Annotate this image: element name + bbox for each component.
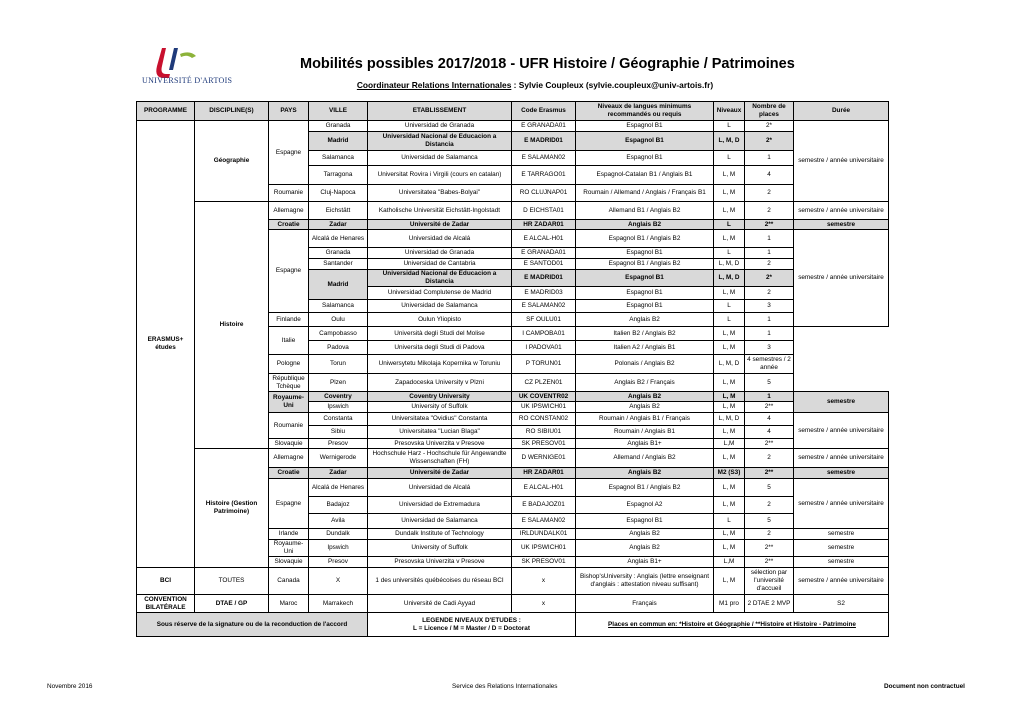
- language-level-cell: Anglais B2: [576, 402, 714, 413]
- erasmus-code-cell: E MADRID01: [512, 270, 576, 287]
- study-level-cell: L, M, D: [714, 413, 745, 426]
- institution-cell: Universidad Nacional de Educacion a Distancia: [368, 270, 512, 287]
- study-level-cell: L, M: [714, 374, 745, 392]
- places-cell: 5: [745, 514, 794, 529]
- language-level-cell: Anglais B1+: [576, 557, 714, 568]
- city-cell: Tarragona: [309, 166, 368, 185]
- places-cell: 4: [745, 413, 794, 426]
- institution-cell: Università degli Studi del Molise: [368, 327, 512, 341]
- city-cell: Marrakech: [309, 595, 368, 613]
- places-cell: 4: [745, 426, 794, 439]
- footer-disclaimer: Document non contractuel: [884, 683, 965, 690]
- column-header: Niveaux de langues minimums recommandés ou requis: [576, 102, 714, 121]
- shared-places-note: Places en commun en: *Histoire et Géographie / **Histoire et Histoire - Patrimoine: [576, 613, 889, 637]
- city-cell: Wernigerode: [309, 449, 368, 468]
- language-level-cell: Italien B2 / Anglais B2: [576, 327, 714, 341]
- mobility-table: [136, 101, 889, 637]
- places-cell: 2: [745, 497, 794, 514]
- table-row: [137, 449, 889, 468]
- places-cell: 2: [745, 529, 794, 540]
- institution-cell: Universidad de Alcalá: [368, 479, 512, 497]
- city-cell: Granada: [309, 121, 368, 132]
- institution-cell: Université de Zadar: [368, 468, 512, 479]
- study-level-cell: L, M: [714, 230, 745, 248]
- study-level-cell: L, M, D: [714, 259, 745, 270]
- duration-cell: semestre: [794, 468, 889, 479]
- country-cell: Espagne: [269, 121, 309, 185]
- institution-cell: Uniwersytetu Mikolaja Kopernika w Toruniu: [368, 355, 512, 374]
- institution-cell: Universidad Complutense de Madrid: [368, 287, 512, 300]
- discipline-histoire: Histoire: [195, 202, 269, 449]
- column-header: Code Erasmus: [512, 102, 576, 121]
- institution-cell: Universidad Nacional de Educacion a Distancia: [368, 132, 512, 151]
- institution-cell: 1 des universités québécoises du réseau BCI: [368, 568, 512, 595]
- erasmus-code-cell: x: [512, 568, 576, 595]
- language-level-cell: Espagnol-Catalan B1 / Anglais B1: [576, 166, 714, 185]
- institution-cell: Universidad de Alcalá: [368, 230, 512, 248]
- institution-cell: Universidad de Granada: [368, 121, 512, 132]
- institution-cell: Universita degli Studi di Padova: [368, 341, 512, 355]
- country-cell: Pologne: [269, 355, 309, 374]
- erasmus-code-cell: E SALAMAN02: [512, 151, 576, 166]
- study-level-cell: L, M: [714, 402, 745, 413]
- places-cell: 2*: [745, 132, 794, 151]
- erasmus-code-cell: P TORUN01: [512, 355, 576, 374]
- study-level-cell: L, M: [714, 426, 745, 439]
- language-level-cell: Anglais B1+: [576, 439, 714, 449]
- page-subtitle: [300, 80, 770, 90]
- city-cell: Avila: [309, 514, 368, 529]
- duration-cell: semestre / année universitaire: [794, 413, 889, 449]
- places-cell: 2**: [745, 468, 794, 479]
- erasmus-code-cell: E SALAMAN02: [512, 300, 576, 313]
- places-cell: 1: [745, 327, 794, 341]
- language-level-cell: Espagnol B1: [576, 270, 714, 287]
- reserve-note: Sous réserve de la signature ou de la reconduction de l'accord: [137, 613, 368, 637]
- institution-cell: Universidad de Salamanca: [368, 151, 512, 166]
- city-cell: Oulu: [309, 313, 368, 327]
- places-cell: 2*: [745, 270, 794, 287]
- places-cell: 2: [745, 449, 794, 468]
- erasmus-code-cell: RO SIBIU01: [512, 426, 576, 439]
- study-level-cell: L, M: [714, 166, 745, 185]
- country-cell: Maroc: [269, 595, 309, 613]
- city-cell: Alcalá de Henares: [309, 479, 368, 497]
- country-cell: Roumanie: [269, 185, 309, 202]
- country-cell: Espagne: [269, 479, 309, 529]
- institution-cell: Zapadoceska University v Plzni: [368, 374, 512, 392]
- institution-cell: Universidad de Extremadura: [368, 497, 512, 514]
- column-header: PROGRAMME: [137, 102, 195, 121]
- table-row: [137, 202, 889, 220]
- study-level-cell: L,M: [714, 557, 745, 568]
- institution-cell: Université de Cadi Ayyad: [368, 595, 512, 613]
- places-cell: 2**: [745, 439, 794, 449]
- language-level-cell: Anglais B2: [576, 529, 714, 540]
- city-cell: Ipswich: [309, 540, 368, 557]
- city-cell: Presov: [309, 439, 368, 449]
- erasmus-code-cell: UK COVENTR02: [512, 392, 576, 402]
- study-level-cell: L: [714, 514, 745, 529]
- coordinator-value: : Sylvie Coupleux (sylvie.coupleux@univ-artois.fr): [511, 80, 714, 90]
- duration-cell: semestre / année universitaire: [794, 479, 889, 529]
- country-cell: Slovaquie: [269, 439, 309, 449]
- erasmus-code-cell: CZ PLZEN01: [512, 374, 576, 392]
- duration-cell: semestre / année universitaire: [794, 449, 889, 468]
- city-cell: Ipswich: [309, 402, 368, 413]
- erasmus-code-cell: HR ZADAR01: [512, 468, 576, 479]
- programme-convention: CONVENTION BILATÉRALE: [137, 595, 195, 613]
- erasmus-code-cell: x: [512, 595, 576, 613]
- duration-cell: S2: [794, 595, 889, 613]
- city-cell: Campobasso: [309, 327, 368, 341]
- language-level-cell: Allemand / Anglais B2: [576, 449, 714, 468]
- table-row: [137, 121, 889, 132]
- erasmus-code-cell: E BADAJOZ01: [512, 497, 576, 514]
- institution-cell: Presovska Univerzita v Presove: [368, 439, 512, 449]
- programme-erasmus: ERASMUS+ études: [137, 121, 195, 568]
- places-cell: 2*: [745, 121, 794, 132]
- column-header: Durée: [794, 102, 889, 121]
- language-level-cell: Anglais B2: [576, 220, 714, 230]
- table-row: [137, 568, 889, 595]
- legend-body: L = Licence / M = Master / D = Doctorat: [413, 624, 530, 632]
- discipline-cell: TOUTES: [195, 568, 269, 595]
- places-cell: 2**: [745, 557, 794, 568]
- places-cell: 2: [745, 287, 794, 300]
- institution-cell: Coventry University: [368, 392, 512, 402]
- legend-note: [368, 613, 576, 637]
- institution-cell: Katholische Universität Eichstätt-Ingolstadt: [368, 202, 512, 220]
- institution-cell: Universitatea "Lucian Blaga": [368, 426, 512, 439]
- country-cell: République Tchèque: [269, 374, 309, 392]
- language-level-cell: Espagnol B1: [576, 287, 714, 300]
- places-cell: 5: [745, 374, 794, 392]
- column-header: Niveaux: [714, 102, 745, 121]
- duration-cell: semestre: [794, 220, 889, 230]
- language-level-cell: Roumain / Allemand / Anglais / Français B1: [576, 185, 714, 202]
- institution-cell: Universitat Rovira i Virgili (cours en catalan): [368, 166, 512, 185]
- study-level-cell: L, M: [714, 479, 745, 497]
- table-body: [137, 121, 889, 637]
- city-cell: Badajoz: [309, 497, 368, 514]
- city-cell: Granada: [309, 248, 368, 259]
- country-cell: Croatie: [269, 468, 309, 479]
- places-cell: 5: [745, 479, 794, 497]
- country-cell: Finlande: [269, 313, 309, 327]
- programme-bci: BCI: [137, 568, 195, 595]
- duration-cell: semestre / année universitaire: [794, 121, 889, 202]
- city-cell: Salamanca: [309, 300, 368, 313]
- country-cell: Royaume-Uni: [269, 392, 309, 413]
- places-cell: 2**: [745, 220, 794, 230]
- study-level-cell: L: [714, 248, 745, 259]
- study-level-cell: L, M: [714, 287, 745, 300]
- study-level-cell: L, M: [714, 392, 745, 402]
- city-cell: Salamanca: [309, 151, 368, 166]
- study-level-cell: L, M, D: [714, 355, 745, 374]
- language-level-cell: Anglais B2 / Français: [576, 374, 714, 392]
- duration-cell: semestre: [794, 557, 889, 568]
- erasmus-code-cell: E MADRID03: [512, 287, 576, 300]
- page-title: Mobilités possibles 2017/2018 - UFR Histoire / Géographie / Patrimoines: [300, 56, 795, 72]
- erasmus-code-cell: E TARRAGO01: [512, 166, 576, 185]
- institution-cell: Université de Zadar: [368, 220, 512, 230]
- erasmus-code-cell: RO CLUJNAP01: [512, 185, 576, 202]
- language-level-cell: Espagnol B1 / Anglais B2: [576, 230, 714, 248]
- erasmus-code-cell: E GRANADA01: [512, 248, 576, 259]
- places-cell: 1: [745, 392, 794, 402]
- study-level-cell: L, M: [714, 540, 745, 557]
- erasmus-code-cell: I CAMPOBA01: [512, 327, 576, 341]
- study-level-cell: M1 pro: [714, 595, 745, 613]
- footer-service: Service des Relations Internationales: [452, 683, 558, 690]
- language-level-cell: Allemand B1 / Anglais B2: [576, 202, 714, 220]
- city-cell: Presov: [309, 557, 368, 568]
- column-header: ETABLISSEMENT: [368, 102, 512, 121]
- duration-cell: semestre / année universitaire: [794, 202, 889, 220]
- places-cell: 1: [745, 248, 794, 259]
- institution-cell: Universitatea "Babes-Bolyai": [368, 185, 512, 202]
- country-cell: Royaume-Uni: [269, 540, 309, 557]
- country-cell: Croatie: [269, 220, 309, 230]
- erasmus-code-cell: D WERNIGE01: [512, 449, 576, 468]
- erasmus-code-cell: SF OULU01: [512, 313, 576, 327]
- places-cell: 4: [745, 166, 794, 185]
- column-header: VILLE: [309, 102, 368, 121]
- language-level-cell: Anglais B2: [576, 540, 714, 557]
- duration-cell: semestre / année universitaire: [794, 230, 889, 327]
- study-level-cell: L, M: [714, 449, 745, 468]
- city-cell: Madrid: [309, 132, 368, 151]
- erasmus-code-cell: I PADOVA01: [512, 341, 576, 355]
- study-level-cell: L: [714, 300, 745, 313]
- city-cell: Santander: [309, 259, 368, 270]
- table-header: [137, 102, 889, 121]
- country-cell: Allemagne: [269, 449, 309, 468]
- study-level-cell: M2 (S3): [714, 468, 745, 479]
- study-level-cell: L, M, D: [714, 132, 745, 151]
- logo-text: UNIVERSITÉ D'ARTOIS: [142, 76, 233, 85]
- institution-cell: University of Suffolk: [368, 402, 512, 413]
- language-level-cell: Bishop'sUniversity : Anglais (lettre enseignant d'anglais : attestation niveau suffisant): [576, 568, 714, 595]
- footer-date: Novembre 2016: [47, 683, 93, 690]
- study-level-cell: L, M, D: [714, 270, 745, 287]
- study-level-cell: L, M: [714, 497, 745, 514]
- discipline-geographie: Géographie: [195, 121, 269, 202]
- erasmus-code-cell: E SANTOD01: [512, 259, 576, 270]
- erasmus-code-cell: UK IPSWICH01: [512, 540, 576, 557]
- places-cell: 2**: [745, 402, 794, 413]
- city-cell: X: [309, 568, 368, 595]
- city-cell: Zadar: [309, 468, 368, 479]
- country-cell: Allemagne: [269, 202, 309, 220]
- places-cell: sélection par l'université d'accueil: [745, 568, 794, 595]
- language-level-cell: Espagnol B1 / Anglais B2: [576, 479, 714, 497]
- erasmus-code-cell: E MADRID01: [512, 132, 576, 151]
- city-cell: Eichstätt: [309, 202, 368, 220]
- language-level-cell: Espagnol B1: [576, 132, 714, 151]
- erasmus-code-cell: RO CONSTAN02: [512, 413, 576, 426]
- study-level-cell: L: [714, 313, 745, 327]
- institution-cell: University of Suffolk: [368, 540, 512, 557]
- erasmus-code-cell: SK PRESOV01: [512, 557, 576, 568]
- city-cell: Alcalá de Henares: [309, 230, 368, 248]
- places-cell: 3: [745, 341, 794, 355]
- places-cell: 2: [745, 259, 794, 270]
- column-header: Nombre de places: [745, 102, 794, 121]
- column-header: DISCIPLINE(S): [195, 102, 269, 121]
- institution-cell: Universidad de Granada: [368, 248, 512, 259]
- institution-cell: Universidad de Salamanca: [368, 514, 512, 529]
- places-cell: 1: [745, 313, 794, 327]
- city-cell: Cluj-Napoca: [309, 185, 368, 202]
- erasmus-code-cell: UK IPSWICH01: [512, 402, 576, 413]
- language-level-cell: Roumain / Anglais B1: [576, 426, 714, 439]
- language-level-cell: Espagnol B1: [576, 151, 714, 166]
- erasmus-code-cell: E SALAMAN02: [512, 514, 576, 529]
- city-cell: Padova: [309, 341, 368, 355]
- language-level-cell: Espagnol B1: [576, 300, 714, 313]
- city-cell: Constanta: [309, 413, 368, 426]
- language-level-cell: Anglais B2: [576, 392, 714, 402]
- places-cell: 2: [745, 185, 794, 202]
- column-header: PAYS: [269, 102, 309, 121]
- country-cell: Canada: [269, 568, 309, 595]
- study-level-cell: L, M: [714, 327, 745, 341]
- city-cell: Torun: [309, 355, 368, 374]
- places-cell: 1: [745, 230, 794, 248]
- city-cell: Dundalk: [309, 529, 368, 540]
- language-level-cell: Anglais B2: [576, 313, 714, 327]
- legend-title: LEGENDE NIVEAUX D'ETUDES :: [422, 616, 521, 624]
- places-cell: 4 semestres / 2 année: [745, 355, 794, 374]
- country-cell: Roumanie: [269, 413, 309, 439]
- country-cell: Irlande: [269, 529, 309, 540]
- places-cell: 1: [745, 151, 794, 166]
- city-cell: Madrid: [309, 270, 368, 300]
- places-cell: 2 DTAE 2 MVP: [745, 595, 794, 613]
- erasmus-code-cell: IRLDUNDALK01: [512, 529, 576, 540]
- erasmus-code-cell: D EICHSTA01: [512, 202, 576, 220]
- language-level-cell: Espagnol B1 / Anglais B2: [576, 259, 714, 270]
- study-level-cell: L, M: [714, 202, 745, 220]
- city-cell: Zadar: [309, 220, 368, 230]
- language-level-cell: Italien A2 / Anglais B1: [576, 341, 714, 355]
- city-cell: Coventry: [309, 392, 368, 402]
- institution-cell: Presovska Univerzita v Presove: [368, 557, 512, 568]
- duration-cell: semestre / année universitaire: [794, 568, 889, 595]
- discipline-histoire-gp: Histoire (Gestion Patrimoine): [195, 449, 269, 568]
- country-cell: Slovaquie: [269, 557, 309, 568]
- erasmus-code-cell: E ALCAL-H01: [512, 479, 576, 497]
- city-cell: Plzen: [309, 374, 368, 392]
- duration-cell: semestre: [794, 540, 889, 557]
- erasmus-code-cell: E GRANADA01: [512, 121, 576, 132]
- erasmus-code-cell: HR ZADAR01: [512, 220, 576, 230]
- institution-cell: Oulun Yliopisto: [368, 313, 512, 327]
- duration-cell: semestre: [794, 392, 889, 413]
- institution-cell: Universidad de Salamanca: [368, 300, 512, 313]
- institution-cell: Dundalk Institute of Technology: [368, 529, 512, 540]
- study-level-cell: L: [714, 151, 745, 166]
- country-cell: Espagne: [269, 230, 309, 313]
- language-level-cell: Roumain / Anglais B1 / Français: [576, 413, 714, 426]
- erasmus-code-cell: SK PRESOV01: [512, 439, 576, 449]
- notes-row: [137, 613, 889, 637]
- study-level-cell: L,M: [714, 439, 745, 449]
- erasmus-code-cell: E ALCAL-H01: [512, 230, 576, 248]
- duration-cell: semestre: [794, 529, 889, 540]
- institution-cell: Universitatea "Ovidius" Constanta: [368, 413, 512, 426]
- language-level-cell: Anglais B2: [576, 468, 714, 479]
- language-level-cell: Français: [576, 595, 714, 613]
- language-level-cell: Espagnol B1: [576, 248, 714, 259]
- table-row: [137, 595, 889, 613]
- places-cell: 3: [745, 300, 794, 313]
- language-level-cell: Espagnol B1: [576, 121, 714, 132]
- study-level-cell: L: [714, 121, 745, 132]
- institution-cell: Hochschule Harz - Hochschule für Angewandte Wissenschaften (FH): [368, 449, 512, 468]
- study-level-cell: L, M: [714, 529, 745, 540]
- study-level-cell: L, M: [714, 341, 745, 355]
- study-level-cell: L, M: [714, 568, 745, 595]
- places-cell: 2: [745, 202, 794, 220]
- language-level-cell: Espagnol B1: [576, 514, 714, 529]
- language-level-cell: Espagnol A2: [576, 497, 714, 514]
- institution-cell: Universidad de Cantabria: [368, 259, 512, 270]
- discipline-cell: DTAE / GP: [195, 595, 269, 613]
- study-level-cell: L, M: [714, 185, 745, 202]
- language-level-cell: Polonais / Anglais B2: [576, 355, 714, 374]
- coordinator-label: Coordinateur Relations Internationales: [356, 80, 512, 90]
- country-cell: Italie: [269, 327, 309, 355]
- places-cell: 2**: [745, 540, 794, 557]
- city-cell: Sibiu: [309, 426, 368, 439]
- study-level-cell: L: [714, 220, 745, 230]
